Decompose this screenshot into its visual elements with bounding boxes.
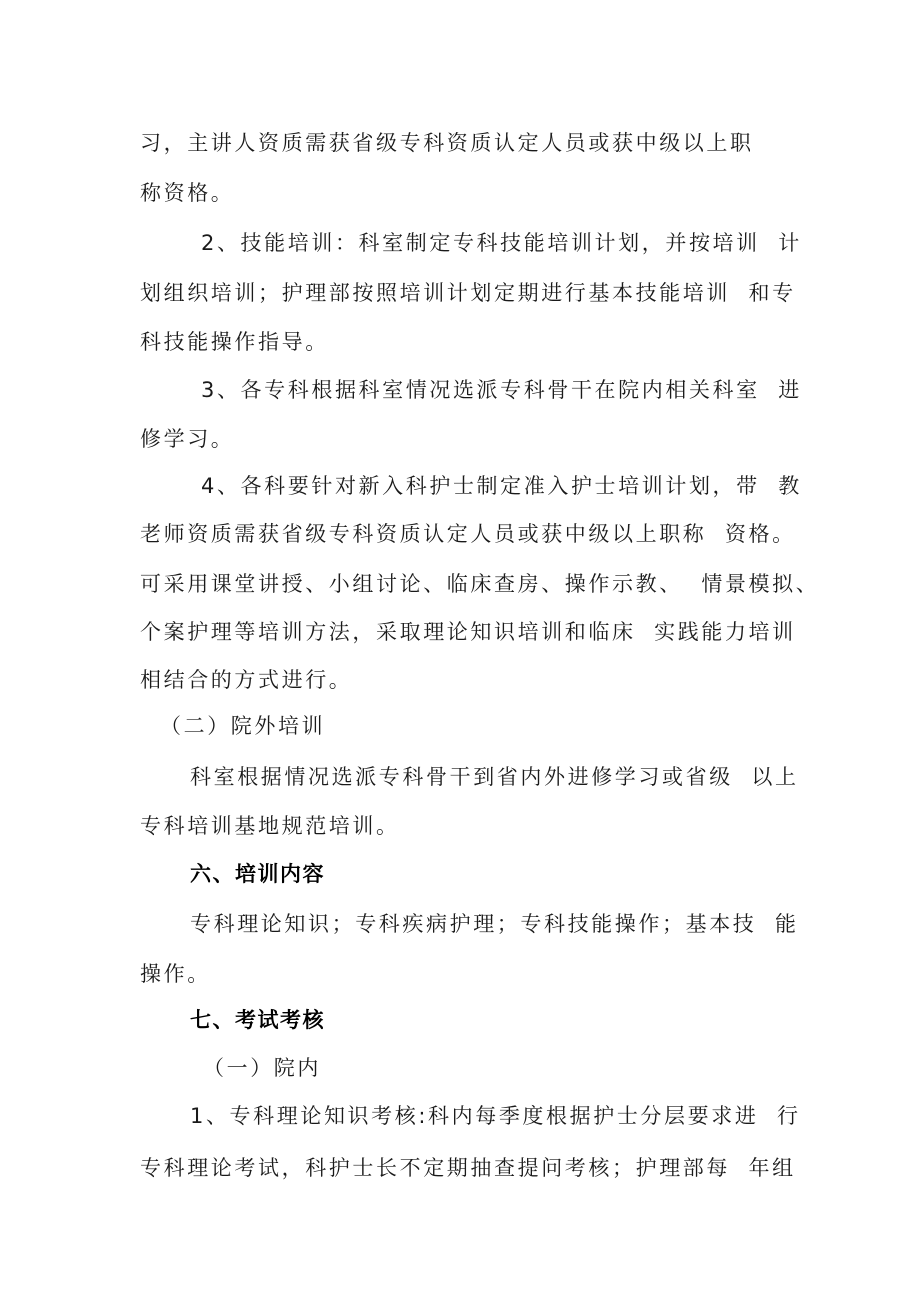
text-line: 专科理论知识；专科疾病护理；专科技能操作；基本技 能 bbox=[190, 912, 799, 936]
section-heading: 六、培训内容 bbox=[190, 862, 325, 886]
text-line: 可采用课堂讲授、小组讨论、临床查房、操作示教、 情景模拟、 bbox=[140, 572, 820, 596]
text-line: 个案护理等培训方法，采取理论知识培训和临床 实践能力培训 bbox=[140, 620, 796, 644]
text-line: 划组织培训；护理部按照培训计划定期进行基本技能培训 和专 bbox=[140, 281, 796, 305]
section-subheading: （一）院内 bbox=[203, 1056, 321, 1080]
text-line: 3、各专科根据科室情况选派专科骨干在院内相关科室 进 bbox=[201, 378, 802, 402]
text-line: 称资格。 bbox=[140, 181, 235, 205]
section-subheading: （二）院外培训 bbox=[160, 714, 326, 738]
text-line: 修学习。 bbox=[140, 427, 235, 451]
text-line: 操作。 bbox=[140, 962, 211, 986]
text-line: 科室根据情况选派专科骨干到省内外进修学习或省级 以上 bbox=[190, 765, 799, 789]
section-heading: 七、考试考核 bbox=[190, 1008, 325, 1032]
text-line: 科技能操作指导。 bbox=[140, 330, 329, 354]
text-line: 1、专科理论知识考核:科内每季度根据护士分层要求进 行 bbox=[190, 1104, 801, 1128]
text-line: 4、各科要针对新入科护士制定准入护士培训计划，带 教 bbox=[201, 474, 802, 498]
text-line: 相结合的方式进行。 bbox=[140, 668, 353, 692]
text-line: 老师资质需获省级专科资质认定人员或获中级以上职称 资格。 bbox=[140, 522, 796, 546]
text-line: 2、技能培训：科室制定专科技能培训计划，并按培训 计 bbox=[201, 231, 802, 255]
text-line: 专科理论考试，科护士长不定期抽查提问考核；护理部每 年组 bbox=[140, 1156, 796, 1180]
text-line: 专科培训基地规范培训。 bbox=[140, 814, 400, 838]
text-line: 习，主讲人资质需获省级专科资质认定人员或获中级以上职 bbox=[140, 131, 754, 155]
